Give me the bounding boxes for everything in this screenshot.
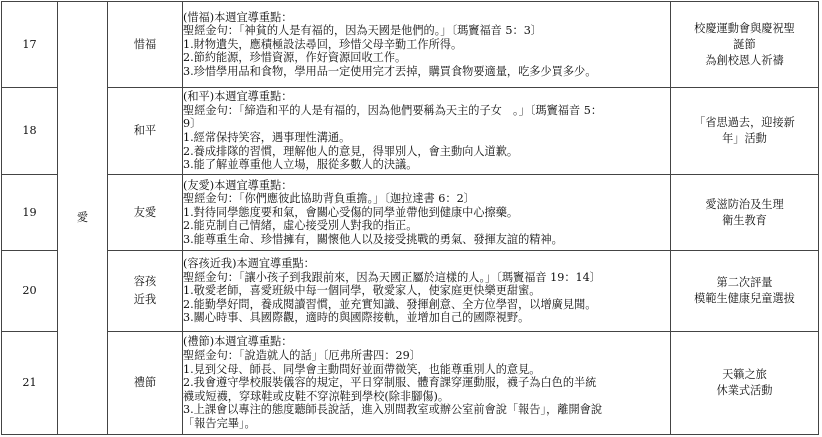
activity-line: 衛生教育	[722, 213, 767, 227]
content-line: 襪或短襪，穿球鞋或皮鞋不穿涼鞋到學校(除非腳傷)。	[183, 389, 450, 403]
theme-cell	[108, 175, 183, 251]
theme-line: 近我	[133, 293, 157, 306]
content-line: (禮節)本週宜導重點：	[183, 335, 293, 349]
theme-line: 友愛	[133, 205, 157, 219]
activity-cell	[671, 251, 819, 332]
content-line: 2.能克制自己情緒，虛心接受別人對我的指正。	[183, 219, 418, 233]
activity-line: 天籟之旅	[722, 368, 767, 381]
content-line: 3.能尊重生命、珍惜擁有，關懷他人以及接受挑戰的勇氣、發揮友誼的精神。	[183, 232, 563, 246]
content-line: 聖經金句：「讓小孩子到我跟前來，因為天國正屬於這樣的人。」〔瑪竇福音 19：14〕	[183, 270, 601, 284]
content-line: 3.上課會以專注的態度聽師長說話，進入別間教室或辦公室前會說「報告」，離開會說	[183, 403, 603, 417]
activity-line: 誕節	[733, 37, 756, 51]
activity-line: 為創校恩人祈禱	[705, 53, 784, 67]
activity-line: 「省思過去，迎接新	[694, 116, 795, 129]
theme-cell	[108, 88, 183, 175]
content-line: (和平)本週宜導重點：	[183, 90, 293, 104]
weekly-plan-table	[1, 1, 819, 435]
virtue-cell: 愛	[58, 2, 108, 435]
table-row	[2, 332, 819, 435]
content-cell	[183, 88, 671, 175]
content-line: 3.能了解並尊重他人立場，服從多數人的決議。	[183, 158, 418, 172]
content-line: 聖經金句：「神貧的人是有福的，因為天國是他們的。」〔瑪竇福音 5：3〕	[183, 24, 542, 38]
theme-line: 和平	[133, 124, 157, 137]
content-line: 2.養成排隊的習慣，理解他人的意見，得罪別人，會主動向人道歉。	[183, 144, 519, 158]
theme-cell	[108, 2, 183, 88]
content-line: 2.節約能源，珍惜資源，作好資源回收工作。	[183, 51, 407, 65]
content-line: 3.珍惜學用品和食物，學用品一定使用完才丟掉，購買食物要適量，吃多少買多少。	[183, 64, 597, 78]
content-line: 1.敬愛老師，喜愛班級中每一個同學，敬愛家人，使家庭更快樂更甜蜜。	[183, 284, 541, 298]
activity-line: 年」活動	[722, 132, 767, 145]
activity-cell	[671, 88, 819, 175]
theme-cell	[108, 332, 183, 435]
content-line: 1.財物遺失，應積極設法尋回，珍惜父母辛勤工作所得。	[183, 37, 463, 51]
content-cell	[183, 2, 671, 88]
week-number: 20	[2, 251, 58, 332]
content-line: 1.對待同學態度要和氣，會關心受傷的同學並帶他到健康中心擦藥。	[183, 205, 519, 219]
week-number: 18	[2, 88, 58, 175]
activity-cell	[671, 175, 819, 251]
content-line: 2.能勤學好問，養成閱讀習慣，並充實知識、發揮創意、全方位學習，以增廣見聞。	[183, 297, 597, 311]
content-line: 聖經金句：「締造和平的人是有福的，因為他們要稱為天主的子女 。」〔瑪竇福音 5：	[183, 103, 603, 117]
table-row	[2, 2, 819, 88]
table-row	[2, 251, 819, 332]
content-line: 「報告完畢」。	[183, 416, 256, 430]
content-line: 2.我會遵守學校服裝儀容的規定，平日穿制服、體育課穿運動服，襪子為白色的半統	[183, 376, 597, 390]
activity-cell	[671, 332, 819, 435]
activity-line: 校慶運動會與慶祝聖	[694, 21, 795, 35]
activity-line: 模範生健康兒童選拔	[694, 292, 795, 305]
activity-line: 休業式活動	[716, 384, 773, 397]
week-number: 21	[2, 332, 58, 435]
content-line: (友愛)本週宜導重點：	[183, 178, 293, 192]
week-number: 17	[2, 2, 58, 88]
table-row	[2, 175, 819, 251]
activity-line: 第二次評量	[716, 276, 773, 289]
content-line: 1.經常保持笑容，遇事理性溝通。	[183, 131, 351, 144]
content-line: (惜福)本週宜導重點：	[183, 10, 293, 24]
content-line: (容孩近我)本週宜導重點：	[183, 257, 315, 271]
theme-line: 禮節	[133, 376, 157, 389]
content-line: 聖經金句：「說造就人的話」〔厄弗所書四：29〕	[183, 349, 421, 363]
content-cell	[183, 332, 671, 435]
theme-line: 惜福	[133, 37, 157, 51]
activity-line: 愛滋防治及生理	[705, 197, 784, 211]
content-line: 9〕	[183, 117, 202, 131]
theme-cell	[108, 251, 183, 332]
content-line: 1.見到父母、師長、同學會主動問好並面帶微笑，也能尊重別人的意見。	[183, 362, 541, 376]
content-line: 聖經金句：「你們應彼此協助背負重擔。」〔迦拉達書 6：2〕	[183, 192, 475, 206]
content-line: 3.關心時事、具國際觀，適時的與國際接軌，並增加自己的國際視野。	[183, 311, 530, 325]
week-number: 19	[2, 175, 58, 251]
theme-line: 容孩	[133, 275, 157, 288]
activity-cell	[671, 2, 819, 88]
content-cell	[183, 251, 671, 332]
table-row	[2, 88, 819, 175]
content-cell	[183, 175, 671, 251]
